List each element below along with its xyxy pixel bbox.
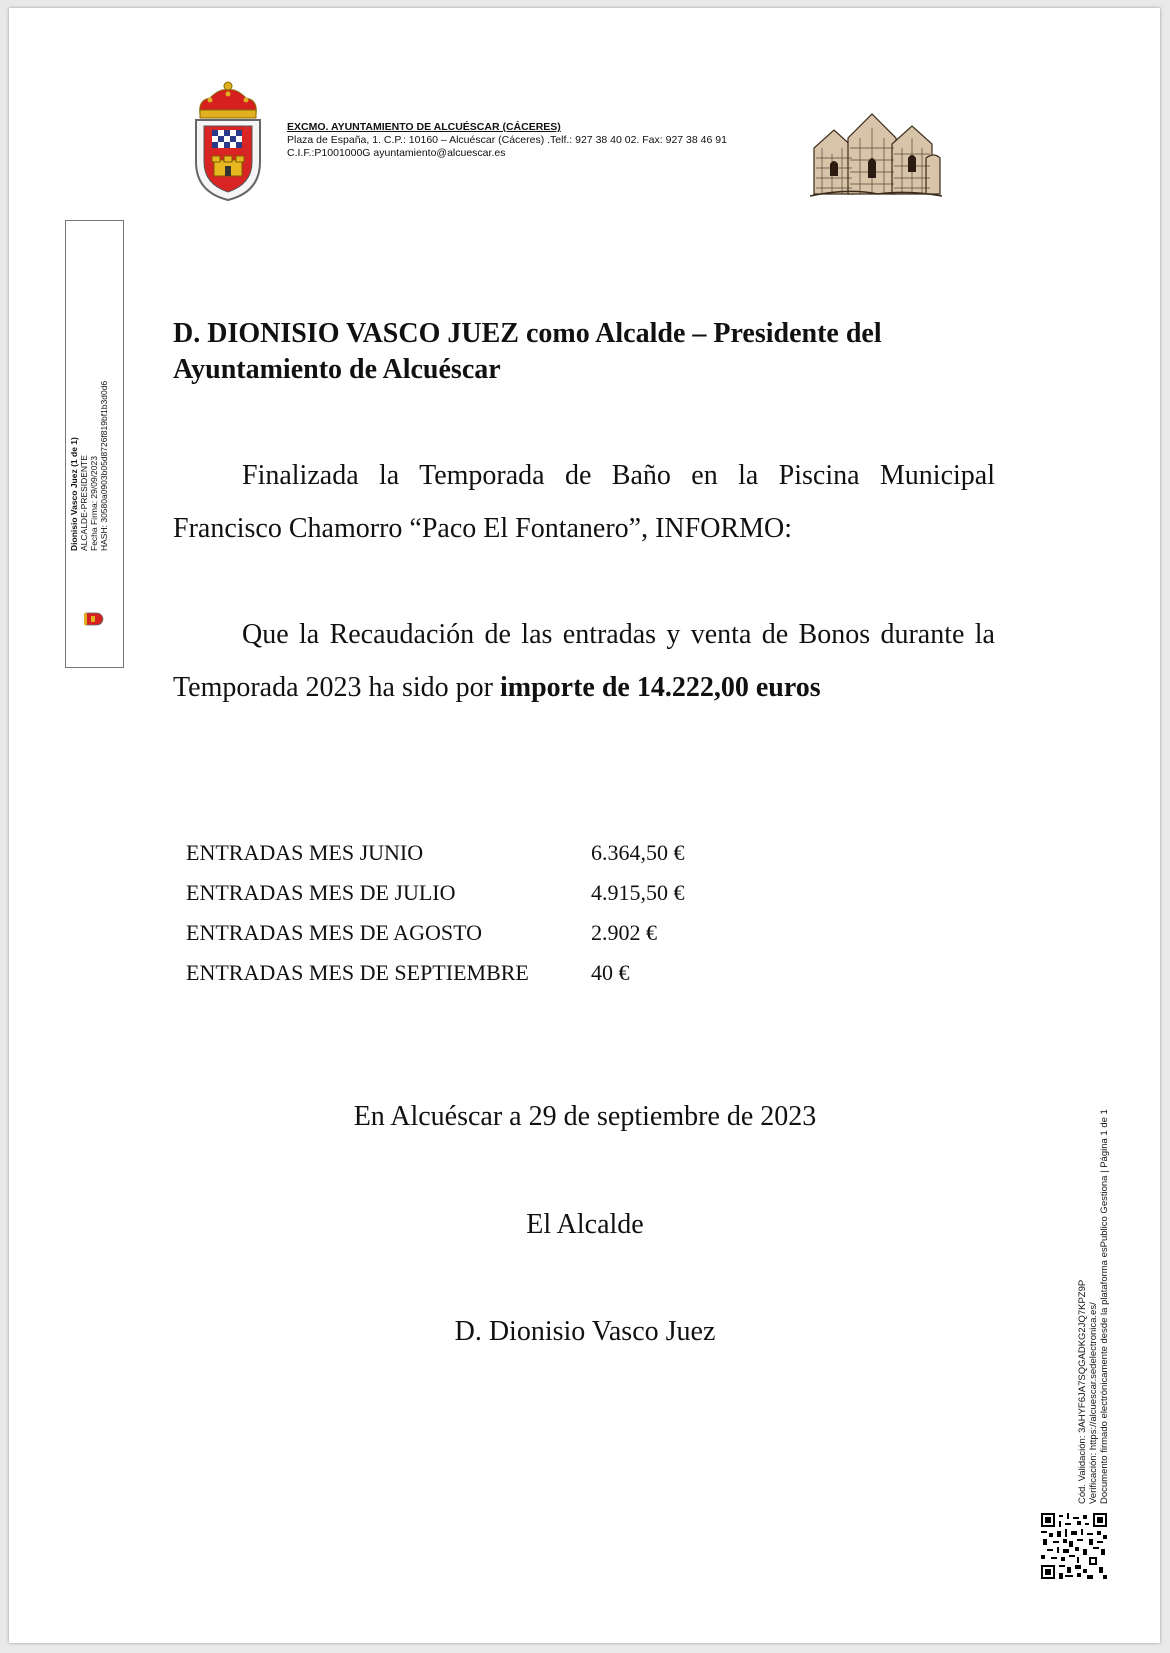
cif-line: C.I.F.:P1001000G ayuntamiento@alcuescar.es [287,147,506,159]
signature-stamp [65,220,124,668]
table-row [186,913,711,953]
row-label: ENTRADAS MES DE JULIO [186,880,456,905]
coat-of-arms-logo [190,80,266,202]
row-label: ENTRADAS MES DE SEPTIEMBRE [186,960,529,985]
svg-text:✝: ✝ [207,125,215,135]
revenue-total: importe de 14.222,00 euros [499,672,821,703]
letterhead [287,121,727,160]
row-amount: 6.364,50 € [591,840,685,865]
signer-name: D. Dionisio Vasco Juez [454,1316,716,1347]
paragraph-intro [173,449,995,555]
row-label: ENTRADAS MES DE AGOSTO [186,920,483,945]
verification-note: Documento firmado electrónicamente desde la plataforma esPublico Gestiona | Página 1 de 1 [1099,1109,1110,1504]
heading-line-1: D. DIONISIO VASCO JUEZ como Alcalde – Presidente del [173,318,882,349]
mini-coat-of-arms-icon [80,609,108,629]
income-table [186,833,711,993]
church-illustration [808,108,944,198]
stamp-signer: Dionisio Vasco Juez (1 de 1) [69,437,79,551]
paragraph-intro-text: Finalizada la Temporada de Baño en la Piscina Municipal Francisco Chamorro “Paco El Fontanero”, INFORMO: [173,460,995,544]
paragraph-revenue [173,608,995,714]
table-row [186,873,711,913]
table-row [186,953,711,993]
paragraph-revenue-text: Que la Recaudación de las entradas y venta de Bonos durante la Temporada 2023 ha sido por [173,619,995,703]
row-label: ENTRADAS MES JUNIO [186,840,424,865]
row-amount: 4.915,50 € [591,880,685,905]
stamp-hash: HASH: 30580a0903b05d8726f819bf1b3d0d6 [99,380,109,551]
svg-text:✝: ✝ [243,125,251,135]
verification-url: Verificación: https://alcuescar.sedelectronica.es/ [1088,1302,1099,1504]
heading-line-2: Ayuntamiento de Alcuéscar [173,354,501,385]
address-line: Plaza de España, 1. C.P.: 10160 – Alcuéscar (Cáceres) .Telf.: 927 38 40 02. Fax: 927 38 46 91 [287,134,727,146]
signer-title: El Alcalde [526,1209,644,1240]
row-amount: 40 € [591,960,630,985]
qr-code-icon [1041,1513,1107,1579]
stamp-role: ALCALDE-PRESIDENTE [79,455,89,551]
place-date: En Alcuéscar a 29 de septiembre de 2023 [353,1101,817,1132]
signature-stamp-text [69,221,109,551]
org-name: EXCMO. AYUNTAMIENTO DE ALCUÉSCAR (CÁCERES) [287,121,561,133]
row-amount: 2.902 € [591,920,657,945]
stamp-date: Fecha Firma: 29/09/2023 [89,456,99,551]
verification-code: Cód. Validación: 3AHYF6JA7SQGADKG2JQ7KPZ9P [1077,1279,1088,1504]
document-heading [173,316,995,388]
table-row [186,833,711,873]
document-page [9,8,1160,1643]
verification-text [1077,1109,1110,1504]
